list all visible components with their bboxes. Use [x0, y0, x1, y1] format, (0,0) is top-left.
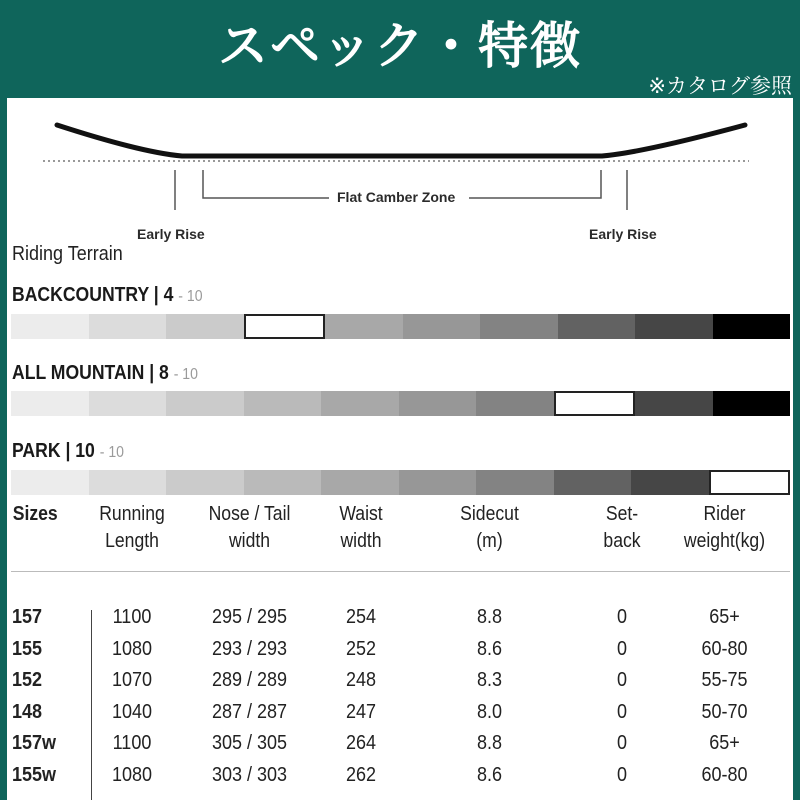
cell-waist: 247	[345, 700, 377, 723]
cell-setback: 0	[616, 763, 628, 786]
rating-segment	[325, 314, 403, 339]
cell-rider-weight: 65+	[709, 732, 740, 754]
header-sidecut: Sidecut (m)	[460, 503, 519, 552]
cell-rider-weight: 65+	[709, 606, 740, 628]
riding-terrain-title: Riding Terrain	[12, 243, 123, 265]
cell-nose-tail: 287 / 287	[211, 700, 288, 723]
cell-size: 152	[12, 669, 43, 691]
rating-segment	[244, 314, 326, 339]
rating-segment	[635, 391, 713, 416]
cell-size: 155	[12, 637, 43, 660]
catalog-note: ※カタログ参照	[648, 74, 792, 98]
header-setback: Set- back	[603, 503, 641, 552]
table-row	[7, 764, 793, 794]
early-rise-right-label: Early Rise	[589, 226, 657, 242]
table-row	[7, 701, 793, 731]
rating-segment	[635, 314, 713, 339]
rating-bar-backcountry	[11, 314, 790, 339]
rating-segment	[558, 314, 636, 339]
rating-segment	[713, 391, 791, 416]
board-profile-curve	[57, 125, 745, 156]
header-banner	[0, 0, 800, 100]
rating-segment	[631, 470, 709, 495]
header-sizes: Sizes	[12, 503, 58, 525]
cell-running-length: 1080	[111, 637, 153, 660]
camber-profile-diagram	[7, 98, 793, 248]
rating-segment	[11, 314, 89, 339]
table-row	[7, 732, 793, 762]
rating-segment	[713, 314, 791, 339]
rating-segment	[480, 314, 558, 339]
rating-segment	[166, 314, 244, 339]
rating-segment	[399, 391, 477, 416]
rating-bar-all-mountain	[11, 391, 790, 416]
cell-waist: 252	[345, 637, 377, 660]
header-rider-weight: Rider weight(kg)	[683, 503, 766, 552]
rating-segment	[476, 470, 554, 495]
cell-waist: 264	[345, 732, 377, 754]
early-rise-left-label: Early Rise	[137, 226, 205, 242]
cell-running-length: 1040	[111, 700, 153, 723]
rating-segment	[11, 391, 89, 416]
rating-segment	[166, 470, 244, 495]
cell-rider-weight: 50-70	[701, 700, 748, 723]
rating-segment	[321, 470, 399, 495]
page-title: スペック・特徴	[218, 17, 582, 75]
rating-segment	[244, 470, 322, 495]
cell-sidecut: 8.8	[476, 732, 503, 754]
cell-setback: 0	[616, 732, 628, 754]
cell-setback: 0	[616, 606, 628, 628]
cell-waist: 262	[345, 763, 377, 786]
cell-nose-tail: 289 / 289	[211, 669, 288, 691]
rating-segment	[709, 470, 791, 495]
rating-backcountry-max: - 10	[178, 288, 203, 305]
cell-rider-weight: 60-80	[701, 763, 748, 786]
header-nose-tail-width: Nose / Tail width	[208, 503, 291, 552]
cell-sidecut: 8.8	[476, 606, 503, 628]
rating-segment	[399, 470, 477, 495]
cell-rider-weight: 60-80	[701, 637, 748, 660]
rating-segment	[403, 314, 481, 339]
rating-segment	[166, 391, 244, 416]
cell-rider-weight: 55-75	[701, 669, 748, 691]
table-row	[7, 606, 793, 636]
header-running-length: Running Length	[99, 503, 165, 552]
rating-all-mountain-max: - 10	[173, 366, 198, 383]
cell-size: 157w	[12, 732, 57, 754]
cell-sidecut: 8.6	[476, 763, 503, 786]
spec-panel	[7, 98, 793, 800]
cell-size: 155w	[12, 763, 57, 786]
cell-running-length: 1100	[112, 732, 152, 754]
flat-zone-bracket-left	[203, 170, 329, 198]
flat-camber-zone-label: Flat Camber Zone	[337, 189, 456, 205]
cell-nose-tail: 303 / 303	[211, 763, 288, 786]
cell-running-length: 1080	[111, 763, 153, 786]
cell-nose-tail: 295 / 295	[211, 606, 288, 628]
cell-size: 148	[12, 700, 43, 723]
rating-segment	[244, 391, 322, 416]
cell-setback: 0	[616, 669, 628, 691]
rating-backcountry-label: BACKCOUNTRY | 4	[12, 284, 174, 306]
rating-all-mountain	[12, 362, 198, 385]
cell-nose-tail: 305 / 305	[211, 732, 288, 754]
rating-park-max: - 10	[99, 444, 125, 461]
flat-zone-bracket-right	[469, 170, 601, 198]
cell-sidecut: 8.6	[476, 637, 503, 660]
cell-waist: 254	[345, 606, 377, 628]
rating-segment	[554, 391, 636, 416]
cell-running-length: 1070	[111, 669, 153, 691]
rating-segment	[554, 470, 632, 495]
rating-segment	[89, 314, 167, 339]
cell-sidecut: 8.0	[476, 700, 503, 723]
rating-segment	[11, 470, 89, 495]
rating-segment	[89, 391, 167, 416]
rating-segment	[321, 391, 399, 416]
header-waist-width: Waist width	[339, 503, 383, 552]
cell-running-length: 1100	[112, 606, 152, 628]
rating-park	[12, 440, 124, 463]
cell-nose-tail: 293 / 293	[211, 637, 288, 660]
cell-size: 157	[12, 606, 43, 628]
rating-park-label: PARK | 10	[12, 440, 95, 462]
table-divider	[11, 571, 790, 572]
rating-backcountry	[12, 284, 203, 307]
rating-all-mountain-label: ALL MOUNTAIN | 8	[12, 362, 169, 384]
rating-bar-park	[11, 470, 790, 495]
table-row	[7, 638, 793, 668]
cell-waist: 248	[345, 669, 377, 691]
cell-setback: 0	[616, 637, 628, 660]
rating-segment	[476, 391, 554, 416]
cell-setback: 0	[616, 700, 628, 723]
table-row	[7, 669, 793, 699]
rating-segment	[89, 470, 167, 495]
cell-sidecut: 8.3	[476, 669, 503, 691]
